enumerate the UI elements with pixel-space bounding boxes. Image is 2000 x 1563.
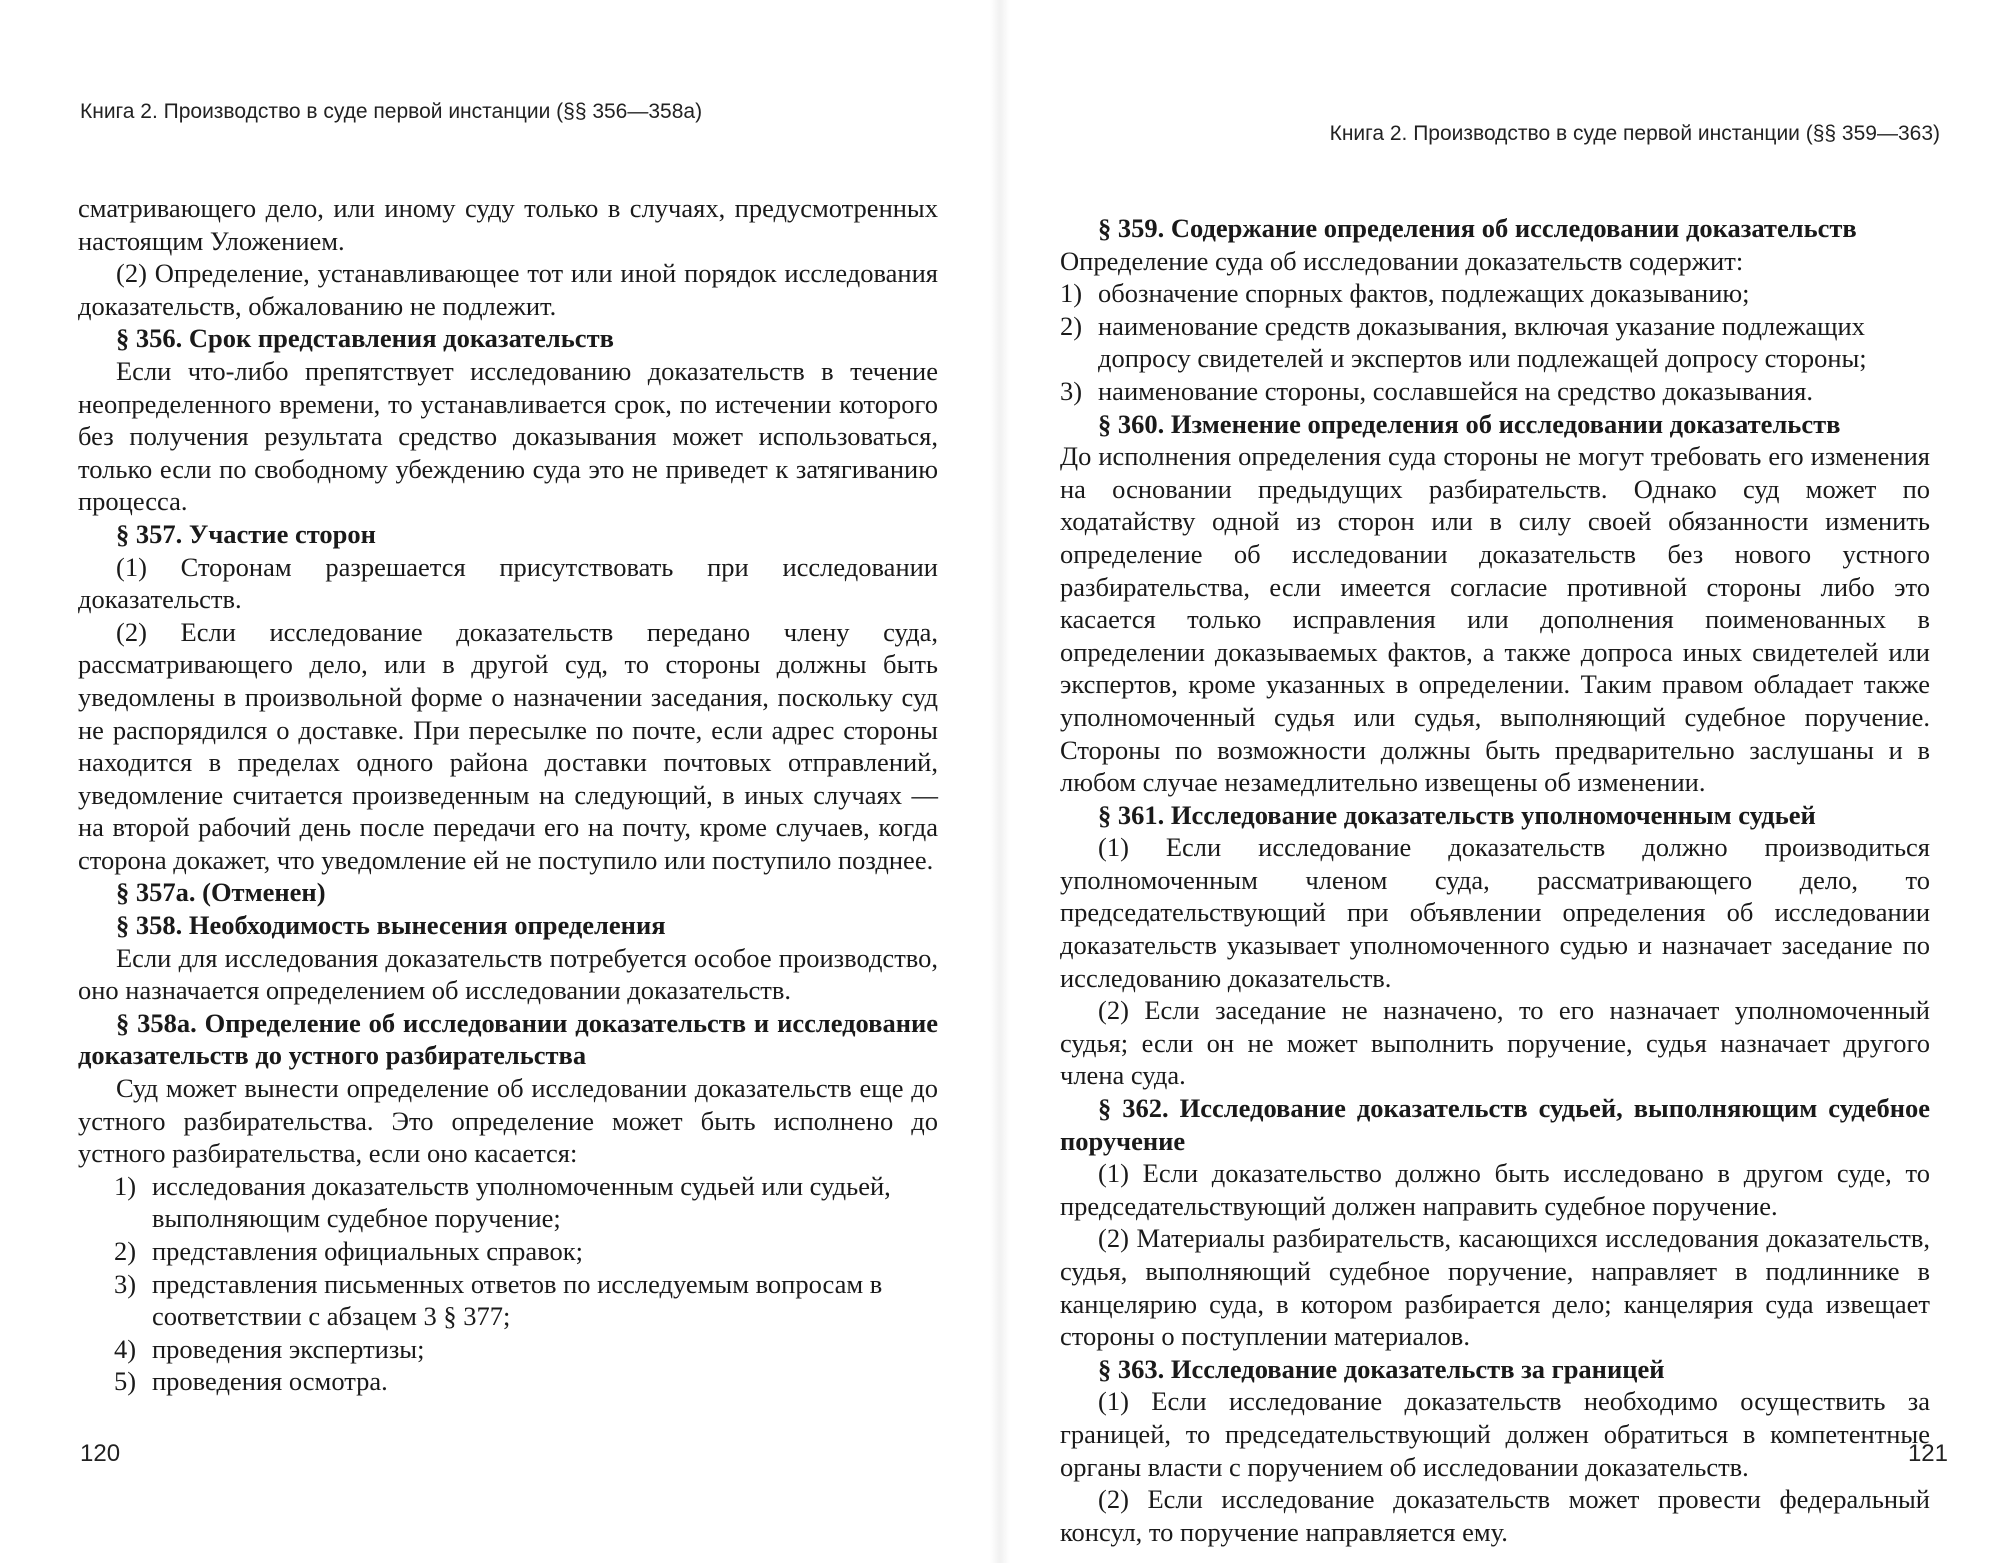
list-text: представления письменных ответов по исследуемым вопросам в соответствии с абзацем 3 § 377; (152, 1268, 883, 1332)
list-item (78, 1365, 938, 1398)
section-heading: § 356. Срок представления доказательств (116, 323, 614, 354)
section-heading: § 359. Содержание определения об исследовании доказательств (1098, 213, 1857, 243)
list-number: 1) (1060, 278, 1083, 309)
list-item (78, 1170, 938, 1235)
list-item (1060, 310, 1930, 375)
list-text: обозначение спорных фактов, подлежащих доказыванию; (1098, 278, 1750, 309)
page-number: 120 (80, 1440, 121, 1467)
list-number: 1) (114, 1170, 137, 1201)
paragraph: Если для исследования доказательств потребуется особое производство, оно назначается определением об исследовании доказательств. (78, 942, 938, 1006)
list-item (1060, 277, 1930, 310)
paragraph: (2) Если исследование доказательств может провести федеральный консул, то поручение направляется ему. (1060, 1484, 1930, 1547)
list-text: проведения экспертизы; (152, 1333, 425, 1364)
paragraph: (1) Если исследование доказательств должно производиться уполномоченным членом суда, рассматривающего дело, то председательствующий при объявлении определения об исследовании доказательств указывает уполномоченного судью и назначает заседание по исследованию доказательств. (1060, 832, 1930, 993)
list-number: 2) (1060, 310, 1083, 341)
page-body (1060, 212, 1930, 1548)
list-number: 3) (1060, 375, 1083, 406)
paragraph: Суд может вынести определение об исследовании доказательств еще до устного разбирательства. Это определение может быть исполнено до устного разбирательства, если оно касается: (78, 1073, 938, 1169)
paragraph: (2) Если исследование доказательств передано члену суда, рассматривающего дело, или в другой суд, то стороны должны быть уведомлены в произвольной форме о назначении заседания, поскольку суд не распорядился о доставке. При пересылке по почте, если адрес стороны находится в пределах одного района доставки почтовых отправлений, уведомление считается произведенным на следующий, в иных случаях — на второй рабочий день после передачи его на почту, кроме случаев, когда сторона докажет, что уведомление ей не поступило или поступило позднее. (78, 616, 938, 875)
list-item (78, 1333, 938, 1366)
list-text: проведения осмотра. (152, 1366, 388, 1397)
list-number: 3) (114, 1268, 137, 1299)
section-heading: § 362. Исследование доказательств судьей, выполняющим судебное поручение (1060, 1093, 1930, 1156)
section-heading: § 357а. (Отменен) (116, 877, 326, 908)
paragraph: сматривающего дело, или иному суду только в случаях, предусмотренных настоящим Уложением. (78, 193, 938, 256)
running-head: Книга 2. Производство в суде первой инстанции (§§ 359—363) (1329, 122, 1940, 145)
paragraph: До исполнения определения суда стороны не могут требовать его изменения на основании предыдущих разбирательств. Однако суд может по ходатайству одной из сторон или в силу своей обязанности изменить определение об исследовании доказательств без нового устного разбирательства, если имеется согласие противной стороны либо это касается только исправления или дополнения поименованных в определении доказываемых фактов, а также допроса иных свидетелей или экспертов, кроме указанных в определении. Таким правом обладает также уполномоченный судья или судья, выполняющий судебное поручение. Стороны по возможности должны быть предварительно заслушаны и в любом случае незамедлительно извещены об изменении. (1060, 441, 1930, 798)
paragraph: (1) Сторонам разрешается присутствовать при исследовании доказательств. (78, 551, 938, 615)
list-text: представления официальных справок; (152, 1236, 583, 1266)
paragraph: (2) Материалы разбирательств, касающихся исследования доказательств, судья, выполняющий судебное поручение, направляет в подлиннике в канцелярию суда, в котором разбирается дело; канцелярия суда извещает стороны о поступлении материалов. (1060, 1223, 1930, 1352)
section-heading: § 363. Исследование доказательств за границей (1098, 1353, 1665, 1384)
paragraph: (1) Если доказательство должно быть исследовано в другом суде, то председательствующий должен направить судебное поручение. (1060, 1158, 1930, 1221)
list-number: 5) (114, 1366, 137, 1397)
section-heading: § 358а. Определение об исследовании доказательств и исследование доказательств до устного разбирательства (78, 1007, 938, 1071)
running-head: Книга 2. Производство в суде первой инстанции (§§ 356—358а) (80, 100, 703, 123)
section-heading: § 357. Участие сторон (116, 518, 376, 549)
page-number: 121 (1907, 1440, 1948, 1467)
paragraph: (1) Если исследование доказательств необходимо осуществить за границей, то председательствующий должен обратиться в компетентные органы власти с поручением об исследовании доказательств. (1060, 1386, 1930, 1482)
list-text: исследования доказательств уполномоченным судьей или судьей, выполняющим судебное поручение; (152, 1170, 891, 1234)
list-number: 4) (114, 1333, 137, 1364)
list-text: наименование стороны, сославшейся на средство доказывания. (1098, 375, 1813, 406)
page-body (78, 192, 938, 1398)
paragraph: (2) Определение, устанавливающее тот или иной порядок исследования доказательств, обжалованию не подлежит. (78, 258, 938, 321)
section-heading: § 360. Изменение определения об исследовании доказательств (1098, 408, 1841, 439)
paragraph: Если что-либо препятствует исследованию доказательств в течение неопределенного времени, то устанавливается срок, по истечении которого без получения результата средство доказывания может использоваться, только если по свободному убеждению суда это не приведет к затягиванию процесса. (78, 355, 938, 517)
right-page (1000, 0, 2000, 1563)
list-text: наименование средств доказывания, включая указание подлежащих допросу свидетелей и экспертов или подлежащей допросу стороны; (1098, 310, 1867, 374)
list-item (78, 1235, 938, 1268)
list-number: 2) (114, 1236, 137, 1266)
section-heading: § 358. Необходимость вынесения определения (116, 910, 666, 941)
list-item (1060, 375, 1930, 408)
paragraph: (2) Если заседание не назначено, то его назначает уполномоченный судья; если он не может выполнить поручение, судья назначает другого члена суда. (1060, 995, 1930, 1091)
list-item (78, 1268, 938, 1333)
paragraph: Определение суда об исследовании доказательств содержит: (1060, 245, 1744, 276)
section-heading: § 361. Исследование доказательств уполномоченным судьей (1098, 799, 1816, 830)
